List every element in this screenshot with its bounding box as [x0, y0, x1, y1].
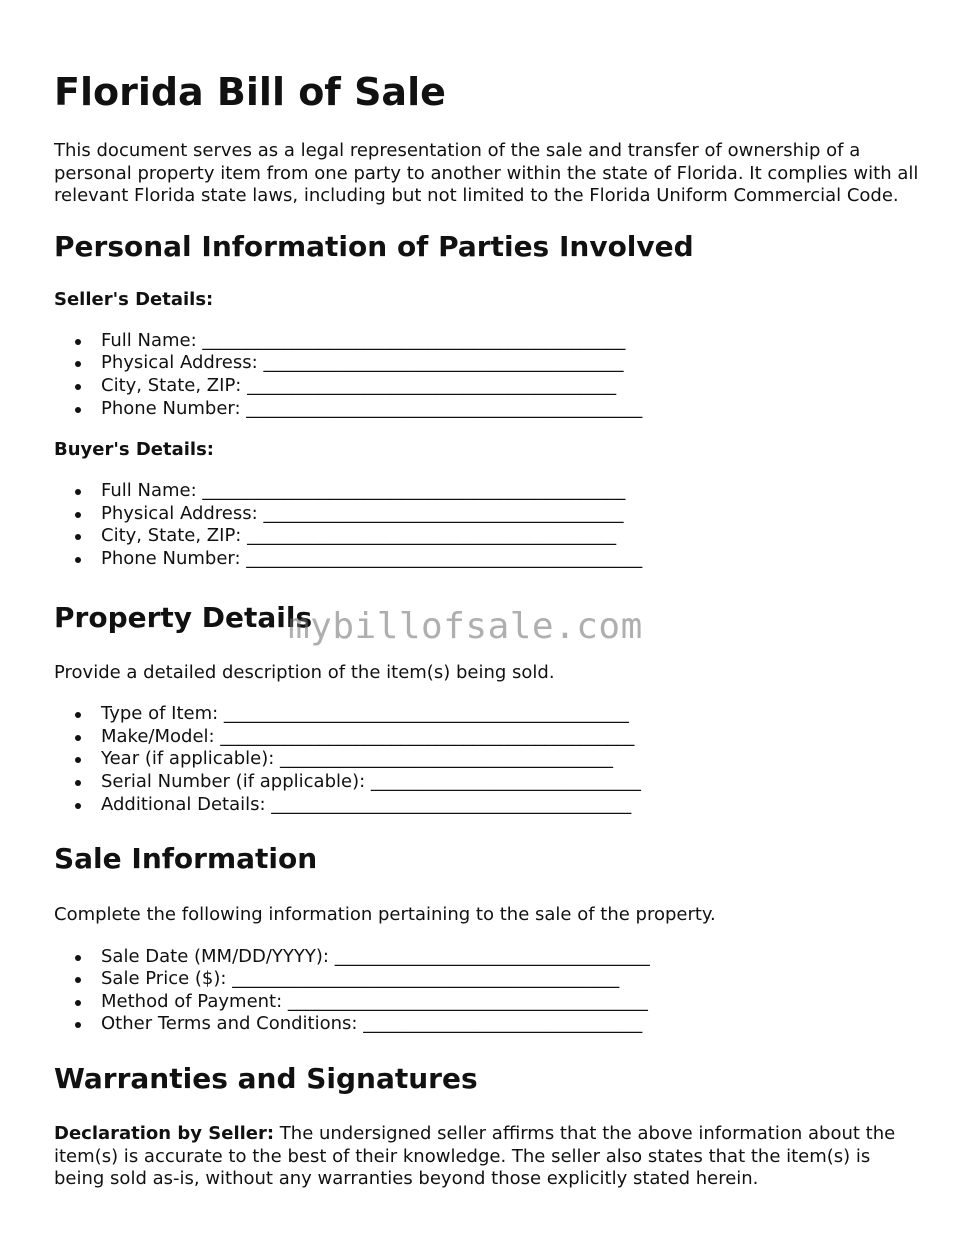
fill-line: ______________________________ [370, 770, 641, 792]
seller-city-state-zip-field [101, 375, 924, 398]
property-heading: Property Details [54, 600, 313, 634]
seller-address-field [101, 352, 924, 375]
field-label: Phone Number: [101, 547, 241, 569]
make-model-field [101, 726, 924, 749]
seller-heading: Seller's Details: [54, 288, 214, 310]
field-label: Physical Address: [101, 502, 258, 524]
property-description: Provide a detailed description of the item(s) being sold. [54, 661, 555, 683]
fill-line: ________________________________________ [263, 352, 624, 374]
fill-line: ___________________________________ [334, 945, 650, 967]
warranties-heading: Warranties and Signatures [54, 1062, 478, 1096]
fill-line: _____________________________________ [280, 748, 614, 770]
type-of-item-field [101, 703, 924, 726]
payment-method-field [101, 991, 924, 1014]
fill-line: ____________________________________________ [246, 547, 643, 569]
buyer-city-state-zip-field [101, 525, 924, 548]
watermark-text: mybillofsale.com [288, 606, 643, 647]
field-label: City, State, ZIP: [101, 525, 242, 547]
fill-line: ________________________________________ [287, 990, 648, 1012]
buyer-full-name-field [101, 480, 924, 503]
field-label: Phone Number: [101, 397, 241, 419]
seller-full-name-field [101, 330, 924, 353]
sale-date-field [101, 946, 924, 969]
fill-line: _____________________________________________ [223, 703, 629, 725]
year-field [101, 748, 924, 771]
fill-line: ________________________________________ [271, 793, 632, 815]
document-title: Florida Bill of Sale [54, 70, 446, 114]
field-label: Sale Date (MM/DD/YYYY): [101, 945, 329, 967]
declaration-lead: Declaration by Seller: [54, 1123, 275, 1145]
field-label: Physical Address: [101, 352, 258, 374]
sale-description: Complete the following information pertaining to the sale of the property. [54, 904, 716, 926]
buyer-heading: Buyer's Details: [54, 439, 214, 461]
buyer-address-field [101, 503, 924, 526]
declaration-text: The undersigned seller affirms that the above information about the item(s) is accurate to the best of their knowledge. The seller also states that the item(s) is being sold as-is, without any warranties beyond those explicitly stated herein. [54, 1123, 896, 1190]
fill-line: _________________________________________ [247, 374, 617, 396]
seller-fields [54, 330, 924, 420]
field-label: Type of Item: [101, 703, 219, 725]
field-label: Full Name: [101, 480, 197, 502]
fill-line: ____________________________________________ [246, 397, 643, 419]
field-label: Sale Price ($): [101, 968, 227, 990]
seller-declaration [54, 1123, 924, 1191]
parties-heading: Personal Information of Parties Involved [54, 229, 694, 263]
sale-price-field [101, 968, 924, 991]
field-label: City, State, ZIP: [101, 374, 242, 396]
fill-line: ______________________________________________ [220, 725, 635, 747]
field-label: Method of Payment: [101, 990, 283, 1012]
other-terms-field [101, 1013, 924, 1036]
field-label: Full Name: [101, 329, 197, 351]
field-label: Make/Model: [101, 725, 215, 747]
field-label: Year (if applicable): [101, 748, 275, 770]
fill-line: ___________________________________________ [232, 968, 620, 990]
field-label: Serial Number (if applicable): [101, 770, 366, 792]
serial-number-field [101, 771, 924, 794]
fill-line: _______________________________________________ [202, 329, 626, 351]
fill-line: ________________________________________ [263, 502, 624, 524]
field-label: Additional Details: [101, 793, 266, 815]
document-page [54, 0, 924, 1191]
seller-phone-field [101, 398, 924, 421]
fill-line: _________________________________________ [247, 525, 617, 547]
property-fields [54, 703, 924, 816]
field-label: Other Terms and Conditions: [101, 1013, 358, 1035]
fill-line: _______________________________ [363, 1013, 643, 1035]
buyer-phone-field [101, 548, 924, 571]
additional-details-field [101, 794, 924, 817]
sale-fields [54, 946, 924, 1036]
sale-heading: Sale Information [54, 842, 318, 876]
buyer-fields [54, 480, 924, 570]
intro-paragraph: This document serves as a legal representation of the sale and transfer of ownership of a personal property item from one party to another within the state of Florida. It complies with all relevant Florida state laws, including but not limited to the Florida Uniform Commercial Code. [54, 140, 919, 207]
fill-line: _______________________________________________ [202, 480, 626, 502]
